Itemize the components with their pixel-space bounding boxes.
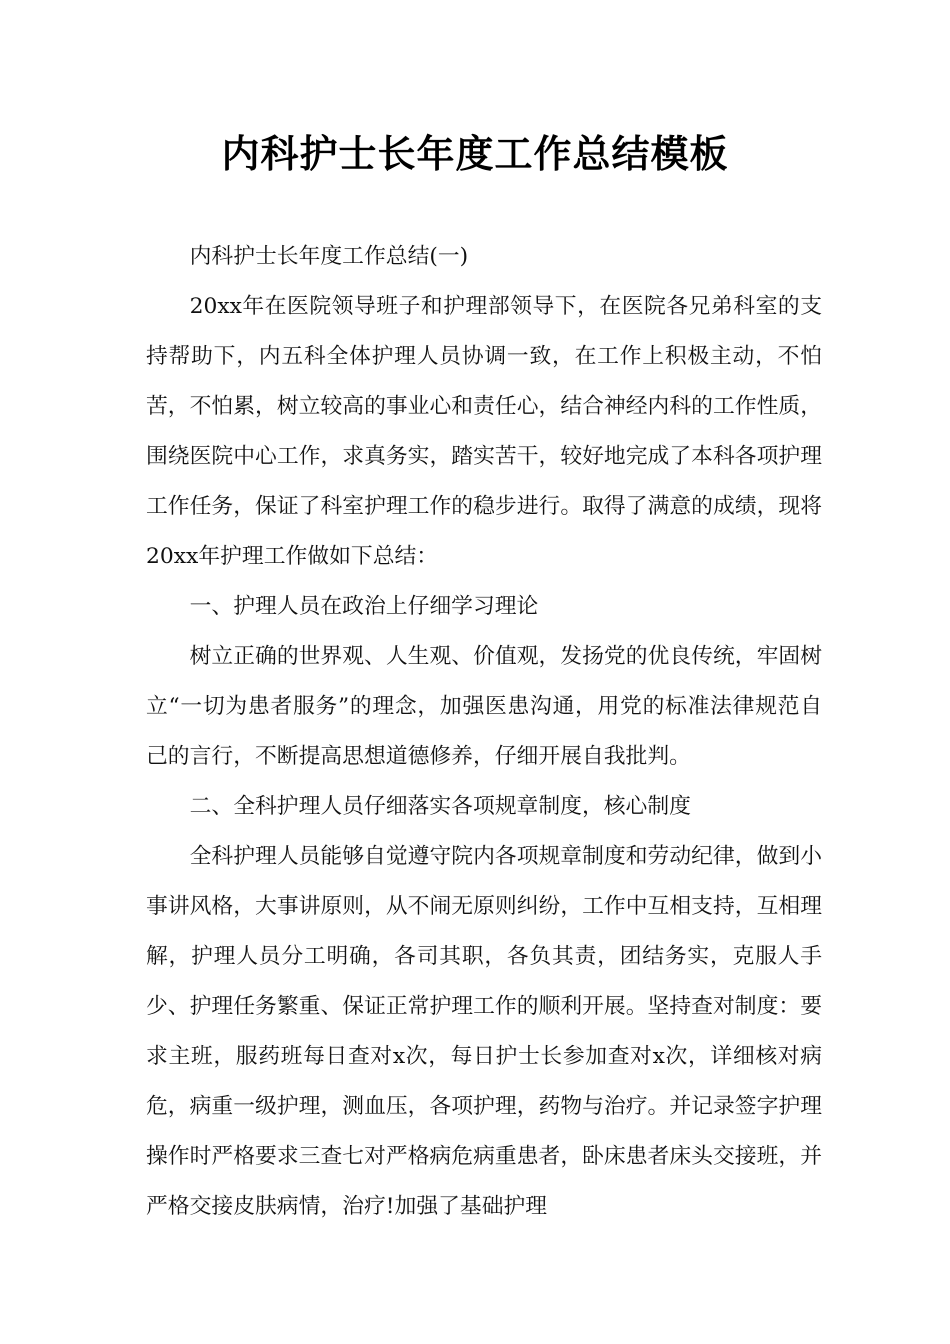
paragraph-section-1: 树立正确的世界观、人生观、价值观，发扬党的优良传统，牢固树立“一切为患者服务”的理念，加强医患沟通，用党的标准法律规范自己的言行，不断提高思想道德修养，仔细开展自我批判。 [146, 644, 822, 769]
paragraph-intro: 20xx年在医院领导班子和护理部领导下，在医院各兄弟科室的支持帮助下，内五科全体护理人员协调一致，在工作上积极主动，不怕苦，不怕累，树立较高的事业心和责任心，结合神经内科的工作性质，围绕医院中心工作，求真务实，踏实苦干，较好地完成了本科各项护理工作任务，保证了科室护理工作的稳步进行。取得了满意的成绩，现将20xx年护理工作做如下总结： [146, 294, 822, 569]
document-title: 内科护士长年度工作总结模板 [221, 132, 729, 176]
document-body [146, 232, 822, 1232]
section-heading-2: 二、全科护理人员仔细落实各项规章制度，核心制度 [189, 794, 691, 819]
section-subtitle: 内科护士长年度工作总结(一) [189, 244, 469, 269]
section-heading-1: 一、护理人员在政治上仔细学习理论 [189, 594, 539, 619]
paragraph-section-2: 全科护理人员能够自觉遵守院内各项规章制度和劳动纪律，做到小事讲风格，大事讲原则，从不闹无原则纠纷，工作中互相支持，互相理解，护理人员分工明确，各司其职，各负其责，团结务实，克服人手少、护理任务繁重、保证正常护理工作的顺利开展。坚持查对制度：要求主班，服药班每日查对x次，每日护士长参加查对x次，详细核对病危，病重一级护理，测血压，各项护理，药物与治疗。并记录签字护理操作时严格要求三查七对严格病危病重患者，卧床患者床头交接班，并严格交接皮肤病情，治疗!加强了基础护理 [146, 844, 822, 1219]
